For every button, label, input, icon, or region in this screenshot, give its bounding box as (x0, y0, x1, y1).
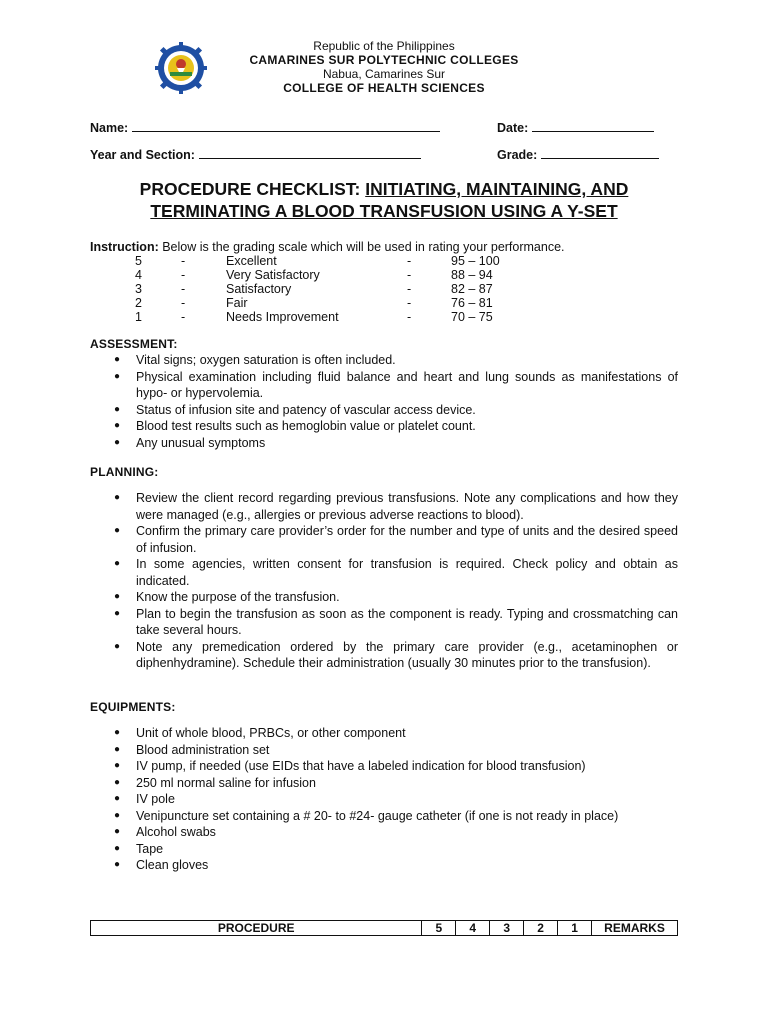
scale-dash: - (407, 268, 412, 282)
header-score-4: 4 (456, 921, 490, 936)
title-prefix: PROCEDURE CHECKLIST: (139, 179, 366, 199)
bullet-dot-icon: ● (114, 370, 121, 382)
procedure-table-header-row (91, 921, 678, 936)
republic-line: Republic of the Philippines (313, 39, 455, 53)
scale-dash: - (181, 268, 186, 282)
date-input-line[interactable] (532, 120, 654, 132)
procedure-table (90, 920, 678, 936)
list-item-text: Note any premedication ordered by the primary care provider (e.g., acetaminophen or diphenhydramine). Schedule their administration (usually 30 minutes prior to the transfusion). (136, 639, 678, 670)
list-item (112, 402, 678, 419)
grading-scale-row (0, 268, 768, 282)
title-underlined-2: TERMINATING A BLOOD TRANSFUSION USING A Y-SET (150, 201, 618, 221)
header-procedure: PROCEDURE (91, 921, 422, 936)
scale-label: Excellent (226, 254, 277, 268)
list-item-text: Blood administration set (136, 742, 270, 757)
grade-label: Grade: (497, 148, 538, 162)
bullet-dot-icon: ● (114, 760, 121, 771)
scale-range: 70 – 75 (451, 310, 493, 324)
list-item-text: Know the purpose of the transfusion. (136, 590, 340, 604)
date-label: Date: (497, 121, 529, 135)
name-field (90, 120, 440, 137)
name-label: Name: (90, 121, 129, 135)
scale-dash: - (181, 282, 186, 296)
list-item-text: Vital signs; oxygen saturation is often included. (136, 353, 396, 367)
scale-range: 82 – 87 (451, 282, 493, 296)
page-title-line-2 (0, 200, 768, 222)
list-item (112, 841, 678, 858)
scale-dash: - (407, 310, 412, 324)
scale-score: 4 (135, 268, 142, 282)
scale-range: 95 – 100 (451, 254, 500, 268)
list-item (112, 435, 678, 452)
header-remarks: REMARKS (592, 921, 678, 936)
list-item (112, 490, 678, 523)
grading-scale-row (0, 254, 768, 268)
year-section-field (90, 147, 421, 164)
header-score-2: 2 (524, 921, 558, 936)
list-item (112, 742, 678, 759)
college-location: Nabua, Camarines Sur (322, 67, 446, 81)
list-item (112, 606, 678, 639)
list-item-text: Plan to begin the transfusion as soon as the component is ready. Typing and crossmatching can take several hours. (136, 606, 678, 637)
scale-dash: - (181, 296, 186, 310)
list-item (112, 857, 678, 874)
scale-label: Fair (226, 296, 248, 310)
bullet-dot-icon: ● (114, 859, 121, 870)
bullet-dot-icon: ● (114, 403, 121, 415)
bullet-dot-icon: ● (114, 525, 121, 536)
list-item (112, 369, 678, 402)
list-item-text: Status of infusion site and patency of vascular access device. (136, 402, 476, 417)
list-item (112, 758, 678, 775)
list-item-text: Alcohol swabs (136, 825, 216, 839)
bullet-dot-icon: ● (114, 436, 121, 448)
list-item (112, 556, 678, 589)
header-score-5: 5 (422, 921, 456, 936)
department-name: COLLEGE OF HEALTH SCIENCES (283, 81, 485, 95)
scale-score: 5 (135, 254, 142, 268)
header-score-3: 3 (490, 921, 524, 936)
scale-dash: - (181, 310, 186, 324)
scale-dash: - (407, 296, 412, 310)
list-item-text: Confirm the primary care provider’s order for the number and type of units and the desired speed of infusion. (136, 524, 678, 555)
bullet-dot-icon: ● (114, 420, 121, 431)
planning-list (112, 490, 678, 672)
list-item-text: Clean gloves (136, 858, 209, 872)
bullet-dot-icon: ● (114, 727, 121, 738)
list-item-text: IV pole (136, 792, 175, 806)
list-item (112, 791, 678, 808)
assessment-list (112, 352, 678, 451)
list-item-text: Tape (136, 841, 164, 856)
scale-dash: - (407, 282, 412, 296)
bullet-dot-icon: ● (114, 809, 121, 821)
scale-score: 3 (135, 282, 142, 296)
list-item (112, 775, 678, 792)
grading-scale (0, 254, 768, 324)
list-item-text: In some agencies, written consent for transfusion is required. Check policy and obtain as indicated. (136, 557, 678, 588)
year-section-input-line[interactable] (199, 147, 421, 159)
title-underlined-1: INITIATING, MAINTAINING, AND (365, 179, 629, 199)
list-item-text: Unit of whole blood, PRBCs, or other component (136, 726, 406, 740)
list-item (112, 523, 678, 556)
scale-score: 1 (135, 310, 142, 324)
list-item-text: 250 ml normal saline for infusion (136, 775, 316, 790)
year-section-label: Year and Section: (90, 148, 195, 162)
instruction-label: Instruction: (90, 240, 159, 254)
header-score-1: 1 (558, 921, 592, 936)
scale-score: 2 (135, 296, 142, 310)
planning-heading: PLANNING: (90, 465, 159, 479)
grading-scale-row (0, 282, 768, 296)
bullet-dot-icon: ● (114, 776, 121, 788)
list-item-text: Review the client record regarding previous transfusions. Note any complications and how they were managed (e.g., allergies or previous adverse reactions to blood). (136, 491, 678, 522)
scale-label: Satisfactory (226, 282, 292, 296)
list-item-text: Any unusual symptoms (136, 435, 266, 450)
assessment-heading: ASSESSMENT: (90, 337, 178, 351)
list-item-text: Physical examination including fluid balance and heart and lung sounds as manifestations of hypo- or hypervolemia. (136, 369, 678, 400)
list-item-text: IV pump, if needed (use EIDs that have a labeled indication for blood transfusion) (136, 759, 586, 773)
scale-range: 76 – 81 (451, 296, 493, 310)
list-item (112, 589, 678, 606)
scale-dash: - (407, 254, 412, 268)
list-item-text: Venipuncture set containing a # 20- to #24- gauge catheter (if one is not ready in place) (136, 808, 619, 823)
grading-scale-row (0, 310, 768, 324)
bullet-dot-icon: ● (114, 826, 121, 837)
scale-label: Needs Improvement (226, 310, 339, 324)
bullet-dot-icon: ● (114, 793, 121, 804)
list-item-text: Blood test results such as hemoglobin value or platelet count. (136, 419, 476, 433)
bullet-dot-icon: ● (114, 558, 121, 569)
scale-label: Very Satisfactory (226, 268, 320, 282)
bullet-dot-icon: ● (114, 743, 121, 755)
bullet-dot-icon: ● (114, 354, 121, 365)
bullet-dot-icon: ● (114, 842, 121, 854)
name-input-line[interactable] (132, 120, 440, 132)
page-title-line-1 (0, 178, 768, 200)
scale-dash: - (181, 254, 186, 268)
list-item (112, 725, 678, 742)
bullet-dot-icon: ● (114, 591, 121, 602)
list-item (112, 418, 678, 435)
bullet-dot-icon: ● (114, 607, 121, 619)
list-item (112, 824, 678, 841)
college-name: CAMARINES SUR POLYTECHNIC COLLEGES (249, 53, 519, 67)
list-item (112, 808, 678, 825)
grade-field (497, 147, 659, 164)
scale-range: 88 – 94 (451, 268, 493, 282)
equipments-heading: EQUIPMENTS: (90, 700, 176, 714)
list-item (112, 352, 678, 369)
date-field (497, 120, 654, 137)
bullet-dot-icon: ● (114, 640, 121, 652)
equipments-list (112, 725, 678, 874)
instruction-text: Below is the grading scale which will be used in rating your performance. (158, 240, 565, 254)
grade-input-line[interactable] (541, 147, 659, 159)
list-item (112, 639, 678, 672)
grading-scale-row (0, 296, 768, 310)
bullet-dot-icon: ● (114, 492, 121, 503)
